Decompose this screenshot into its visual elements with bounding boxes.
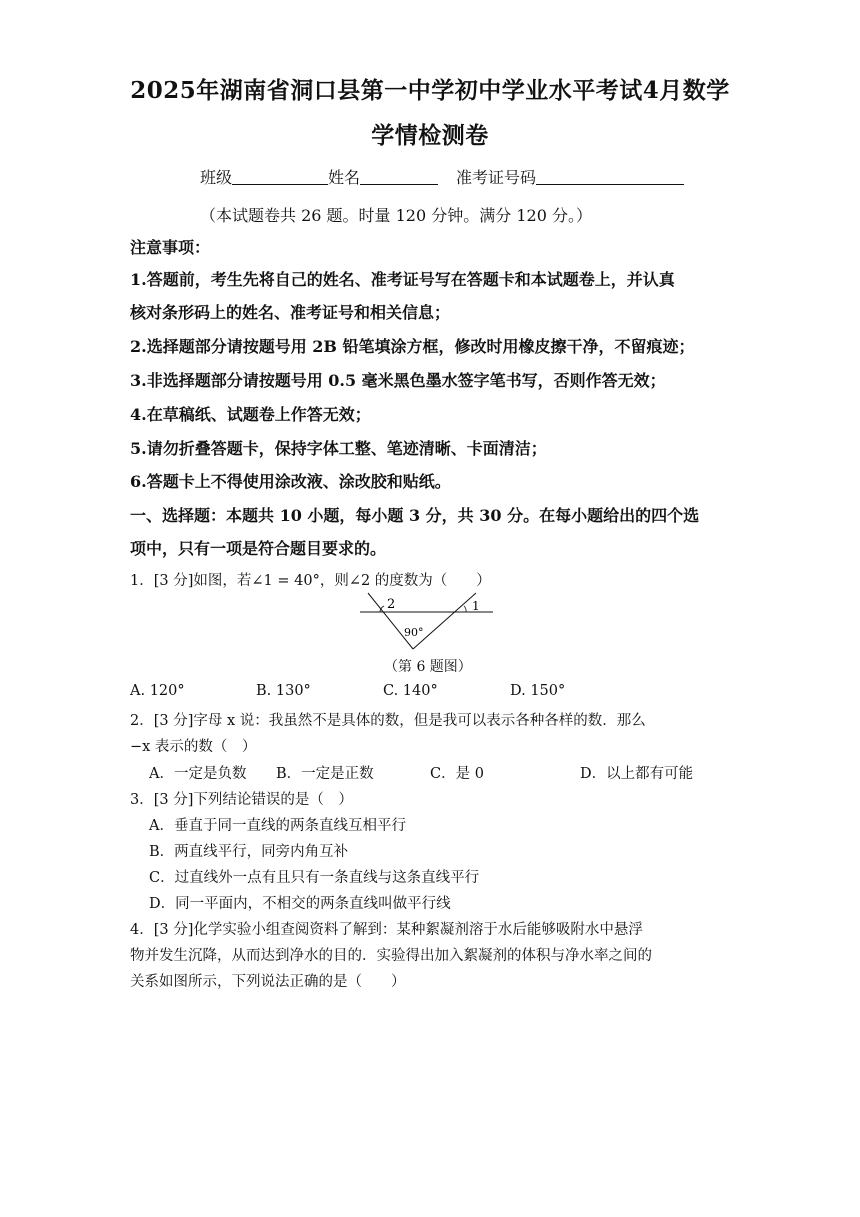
question-4-stem-line3: 关系如图所示，下列说法正确的是（ ）: [130, 974, 406, 990]
notice-item: 2.选择题部分请按题号用 2B 铅笔填涂方框，修改时用橡皮擦干净，不留痕迹；: [130, 337, 695, 356]
question-1-option-c[interactable]: C. 140°: [383, 683, 438, 699]
question-3-option-b[interactable]: B．两直线平行，同旁内角互补: [149, 844, 349, 860]
triangle-right-side: [413, 593, 476, 649]
question-1-option-b[interactable]: B. 130°: [256, 683, 311, 699]
question-2-option-d[interactable]: D．以上都有可能: [580, 766, 694, 782]
figure-caption: （第 6 题图）: [384, 659, 472, 675]
section-heading-line2: 项中，只有一项是符合题目要求的。: [130, 539, 387, 558]
exam-info: （本试题卷共 26 题。时量 120 分钟。满分 120 分。）: [200, 206, 592, 225]
section-heading-line1: 一、选择题：本题共 10 小题，每小题 3 分，共 30 分。在每小题给出的四个选: [130, 506, 700, 525]
ticket-label: 准考证号码: [456, 168, 537, 187]
name-blank[interactable]: [360, 168, 438, 185]
notice-item: 核对条形码上的姓名、准考证号和相关信息；: [130, 303, 451, 322]
question-3-option-c[interactable]: C．过直线外一点有且只有一条直线与这条直线平行: [149, 870, 480, 886]
question-3-stem: 3．[3 分]下列结论错误的是（ ）: [130, 792, 353, 808]
question-2-option-a[interactable]: A．一定是负数: [149, 766, 247, 782]
student-info-line: [200, 165, 684, 188]
label-right-angle: 90°: [404, 626, 424, 639]
page-title-line1: 2025年湖南省洞口县第一中学初中学业水平考试4月数学: [130, 77, 730, 104]
question-1-option-a[interactable]: A. 120°: [130, 683, 185, 699]
notice-item: 4.在草稿纸、试题卷上作答无效；: [130, 405, 371, 424]
class-blank[interactable]: [232, 168, 328, 185]
label-angle-1: 1: [472, 599, 480, 613]
notice-item: 3.非选择题部分请按题号用 0.5 毫米黑色墨水签字笔书写，否则作答无效；: [130, 371, 666, 390]
question-3-option-a[interactable]: A．垂直于同一直线的两条直线互相平行: [149, 818, 406, 834]
question-2-stem-line1: 2．[3 分]字母 x 说：我虽然不是具体的数，但是我可以表示各种各样的数．那么: [130, 713, 646, 729]
page-title-line2: 学情检测卷: [371, 122, 489, 149]
question-3-option-d[interactable]: D．同一平面内，不相交的两条直线叫做平行线: [149, 896, 451, 912]
notice-item: 6.答题卡上不得使用涂改液、涂改胶和贴纸。: [130, 472, 451, 491]
question-1-option-d[interactable]: D. 150°: [510, 683, 566, 699]
notice-item: 5.请勿折叠答题卡，保持字体工整、笔迹清晰、卡面清洁；: [130, 439, 547, 458]
question-2-option-c[interactable]: C．是 0: [430, 766, 484, 782]
class-label: 班级: [200, 168, 233, 187]
question-4-stem-line1: 4．[3 分]化学实验小组查阅资料了解到：某种絮凝剂溶于水后能够吸附水中悬浮: [130, 922, 643, 938]
question-1-figure: [360, 590, 500, 652]
question-2-stem-line2: −x 表示的数（ ）: [130, 739, 257, 755]
label-angle-2: 2: [387, 597, 396, 612]
ticket-blank[interactable]: [536, 168, 684, 185]
name-label: 姓名: [328, 168, 361, 187]
notice-item: 1.答题前，考生先将自己的姓名、准考证号写在答题卡和本试题卷上，并认真: [130, 270, 675, 289]
notice-heading: 注意事项：: [130, 238, 211, 257]
question-1-stem: 1．[3 分]如图，若∠1 = 40°，则∠2 的度数为（ ）: [130, 573, 491, 589]
question-4-stem-line2: 物并发生沉降，从而达到净水的目的．实验得出加入絮凝剂的体积与净水率之间的: [130, 948, 652, 964]
question-2-option-b[interactable]: B．一定是正数: [276, 766, 374, 782]
angle-1-arc: [464, 606, 466, 612]
